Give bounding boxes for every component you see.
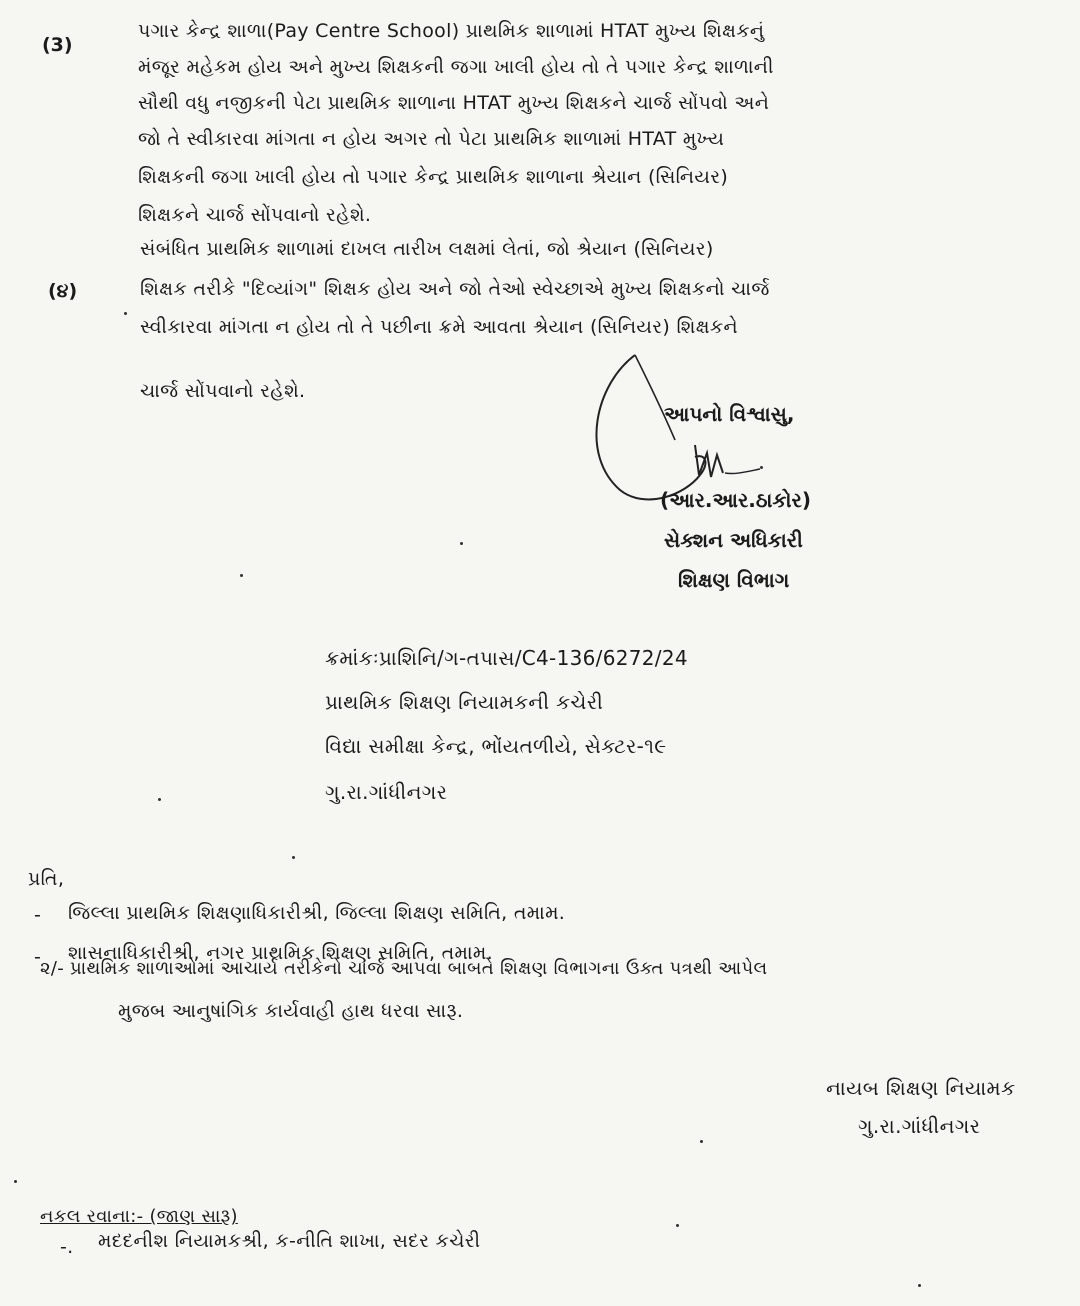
recipients-heading: પ્રતિ, bbox=[28, 868, 65, 890]
para4-number: (૪) bbox=[48, 280, 78, 302]
signatory-closing: આપનો વિશ્વાસુ, bbox=[664, 402, 795, 426]
scan-speck bbox=[158, 798, 161, 801]
para3-line-1: પગાર કેન્દ્ર શાળા(Pay Centre School) પ્રાથમિક શાળામાં HTAT મુખ્ય શિક્ષકનું bbox=[138, 20, 765, 42]
office-city: ગુ.રા.ગાંધીનગર bbox=[325, 780, 448, 804]
copy-item: મદદનીશ નિયામકશ્રી, ક-નીતિ શાખા, સદર કચેરી bbox=[98, 1230, 481, 1252]
para3-line-6: શિક્ષકને ચાર્જ સોંપવાનો રહેશે. bbox=[138, 204, 372, 226]
scan-speck bbox=[460, 542, 463, 545]
scan-speck bbox=[124, 312, 127, 315]
scan-speck bbox=[14, 1180, 17, 1183]
para4-line-3: સ્વીકારવા માંગતા ન હોય તો તે પછીના ક્રમે આવતા શ્રેયાન (સિનિયર) શિક્ષકને bbox=[140, 316, 738, 338]
para3-line-3: સૌથી વધુ નજીકની પેટા પ્રાથમિક શાળાના HTAT મુખ્ય શિક્ષકને ચાર્જ સોંપવો અને bbox=[138, 92, 770, 114]
scan-speck bbox=[240, 574, 243, 577]
para4-line-2: શિક્ષક તરીકે "દિવ્યાંગ" શિક્ષક હોય અને જો તેઓ સ્વેચ્છાએ મુખ્ય શિક્ષકનો ચાર્જ bbox=[140, 278, 770, 300]
para3-line-2: મંજૂર મહેકમ હોય અને મુખ્ય શિક્ષકની જગા ખાલી હોય તો તે પગાર કેન્દ્ર શાળાની bbox=[138, 56, 774, 78]
scan-speck bbox=[676, 1224, 679, 1227]
office-reference: ક્રમાંકઃપ્રાશિનિ/ગ-તપાસ/C4-136/6272/24 bbox=[325, 646, 688, 670]
copy-bullet: -. bbox=[60, 1236, 74, 1258]
scan-speck bbox=[700, 1140, 703, 1143]
para4-line-4: ચાર્જ સોંપવાનો રહેશે. bbox=[140, 380, 306, 402]
scan-speck bbox=[918, 1284, 921, 1287]
recipient-item-2: શાસનાધિકારીશ્રી, નગર પ્રાથમિક શિક્ષણ સમિતિ, તમામ. bbox=[68, 942, 493, 964]
copy-heading: નકલ રવાના:- (જાણ સારૂ) bbox=[40, 1206, 238, 1227]
recipient-bullet-2: - bbox=[34, 946, 42, 968]
office-name: પ્રાથમિક શિક્ષણ નિયામકની કચેરી bbox=[325, 690, 604, 714]
para4-line-1: સંબંધિત પ્રાથમિક શાળામાં દાખલ તારીખ લક્ષમાં લેતાં, જો શ્રેયાન (સિનિયર) bbox=[140, 238, 714, 260]
signatory-designation: સેક્શન અધિકારી bbox=[664, 528, 803, 552]
recipient-bullet-1: - bbox=[34, 904, 42, 926]
recipient-item-1: જિલ્લા પ્રાથમિક શિક્ષણાધિકારીશ્રી, જિલ્લા શિક્ષણ સમિતિ, તમામ. bbox=[68, 902, 566, 924]
deputy-title: નાયબ શિક્ષણ નિયામક bbox=[826, 1076, 1016, 1100]
para3-line-5: શિક્ષકની જગા ખાલી હોય તો પગાર કેન્દ્ર પ્રાથમિક શાળાના શ્રેયાન (સિનિયર) bbox=[138, 166, 729, 188]
deputy-city: ગુ.રા.ગાંધીનગર bbox=[858, 1114, 981, 1138]
scan-speck bbox=[760, 466, 763, 469]
scan-speck bbox=[292, 856, 295, 859]
recipients-note-line-2: મુજબ આનુષાંગિક કાર્યવાહી હાથ ધરવા સારૂ. bbox=[118, 1000, 464, 1022]
recipients-note-line-1: ૨/- પ્રાથમિક શાળાઓમાં આચાર્ય તરીકેનો ચાર્જ આપવા બાબતે શિક્ષણ વિભાગના ઉક્ત પત્રથી આપેલ bbox=[40, 958, 768, 979]
signatory-department: શિક્ષણ વિભાગ bbox=[678, 568, 790, 592]
signatory-name: (આર.આર.ઠાકોર) bbox=[660, 488, 812, 512]
para3-line-4: જો તે સ્વીકારવા માંગતા ન હોય અગર તો પેટા પ્રાથમિક શાળામાં HTAT મુખ્ય bbox=[138, 128, 725, 150]
para3-number: (3) bbox=[42, 34, 73, 56]
office-address: વિદ્યા સમીક્ષા કેન્દ્ર, ભોંયતળીયે, સેક્ટર-૧૯ bbox=[325, 734, 667, 758]
